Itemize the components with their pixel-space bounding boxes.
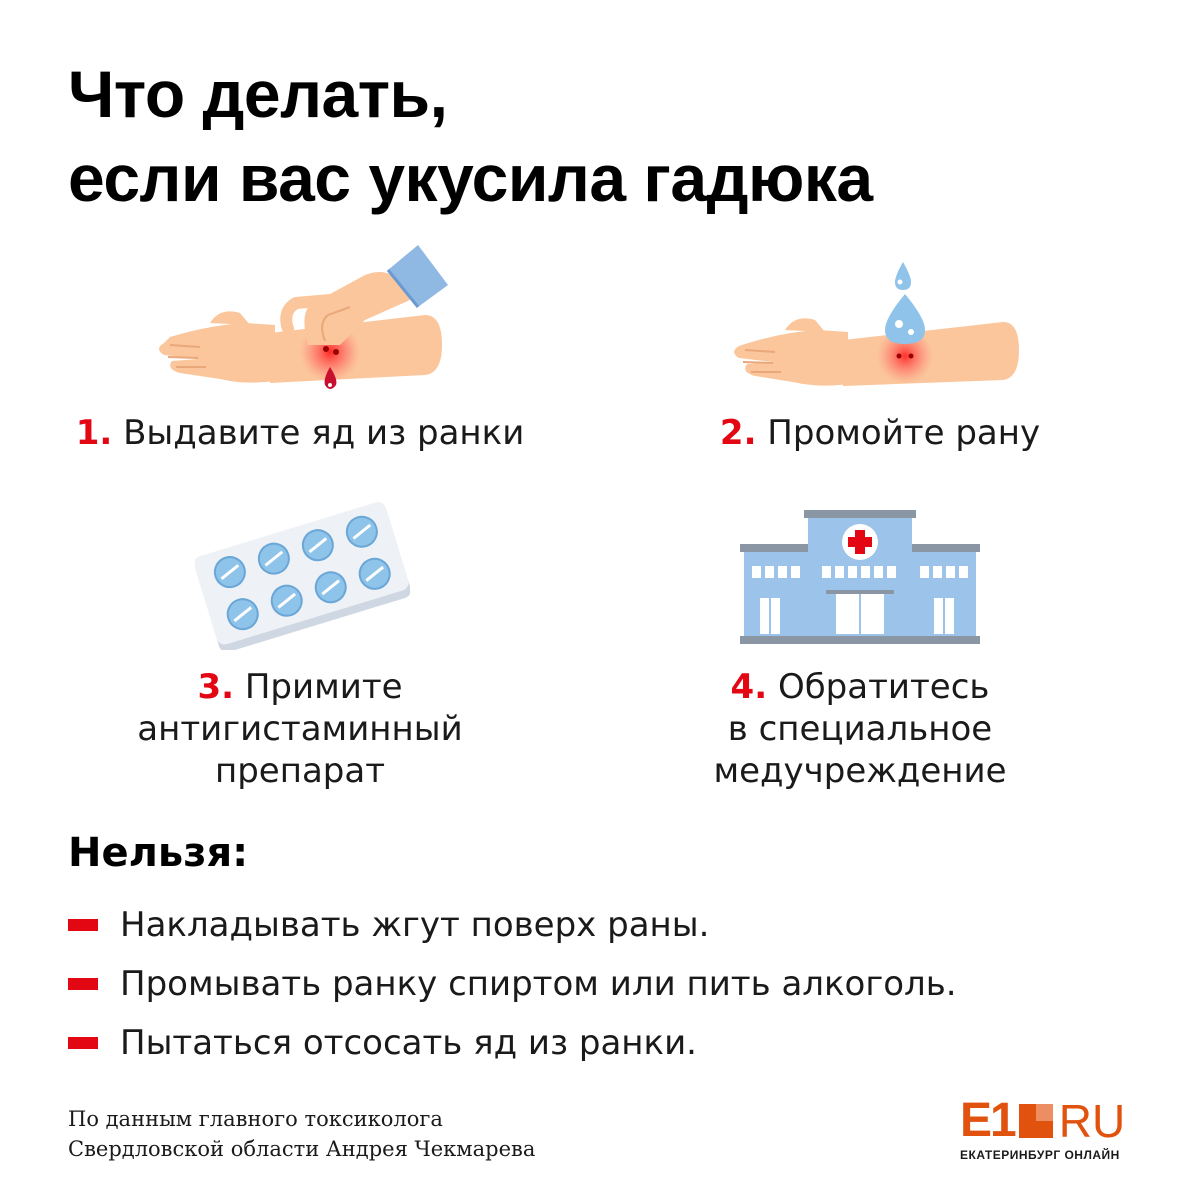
logo-tagline: ЕКАТЕРИНБУРГ ОНЛАЙН (960, 1148, 1120, 1162)
step-3-line-2: антигистаминный (137, 709, 463, 749)
logo-square-icon (1019, 1104, 1053, 1138)
forbidden-item (68, 954, 957, 1013)
step-1-label (40, 412, 560, 454)
hand-squeeze-wound-icon (150, 245, 450, 395)
red-dash-icon (68, 919, 98, 931)
step-1-text: Выдавите яд из ранки (123, 413, 525, 453)
logo-ru-text: RU (1058, 1095, 1126, 1147)
step-3-line-3: препарат (214, 751, 386, 791)
red-dash-icon (68, 1037, 98, 1049)
step-3-label (60, 666, 540, 792)
step-4-line-2: в специальное (727, 709, 993, 749)
title-line-1: Что делать, (68, 57, 448, 131)
forbidden-item-text: Промывать ранку спиртом или пить алкоголь. (120, 963, 957, 1004)
logo-e1-text: E1 (960, 1094, 1015, 1147)
step-3-line-1: Примите (244, 667, 403, 707)
step-2-label (620, 412, 1140, 454)
forbidden-item-text: Накладывать жгут поверх раны. (120, 904, 710, 945)
page-title (68, 52, 873, 220)
step-3-number: 3. (197, 667, 235, 707)
step-1-number: 1. (75, 413, 113, 453)
step-2-text: Промойте рану (767, 413, 1041, 453)
red-dash-icon (68, 978, 98, 990)
forbidden-item (68, 895, 957, 954)
step-4-line-3: медучреждение (713, 751, 1007, 791)
step-2-number: 2. (719, 413, 757, 453)
step-4-label (620, 666, 1100, 792)
e1-logo[interactable] (960, 1094, 1150, 1168)
source-note (68, 1104, 535, 1164)
hand-water-drops-icon (733, 260, 1023, 390)
forbidden-title: Нельзя: (68, 830, 249, 876)
source-line-2: Свердловской области Андрея Чекмарева (68, 1137, 536, 1161)
hospital-building-icon (740, 510, 980, 645)
forbidden-item (68, 1013, 957, 1072)
title-line-2: если вас укусила гадюка (68, 141, 873, 215)
source-line-1: По данным главного токсиколога (68, 1107, 443, 1131)
forbidden-list (68, 895, 957, 1072)
pill-blister-icon (195, 495, 410, 650)
forbidden-item-text: Пытаться отсосать яд из ранки. (120, 1022, 697, 1063)
step-4-number: 4. (730, 667, 768, 707)
step-4-line-1: Обратитесь (777, 667, 990, 707)
